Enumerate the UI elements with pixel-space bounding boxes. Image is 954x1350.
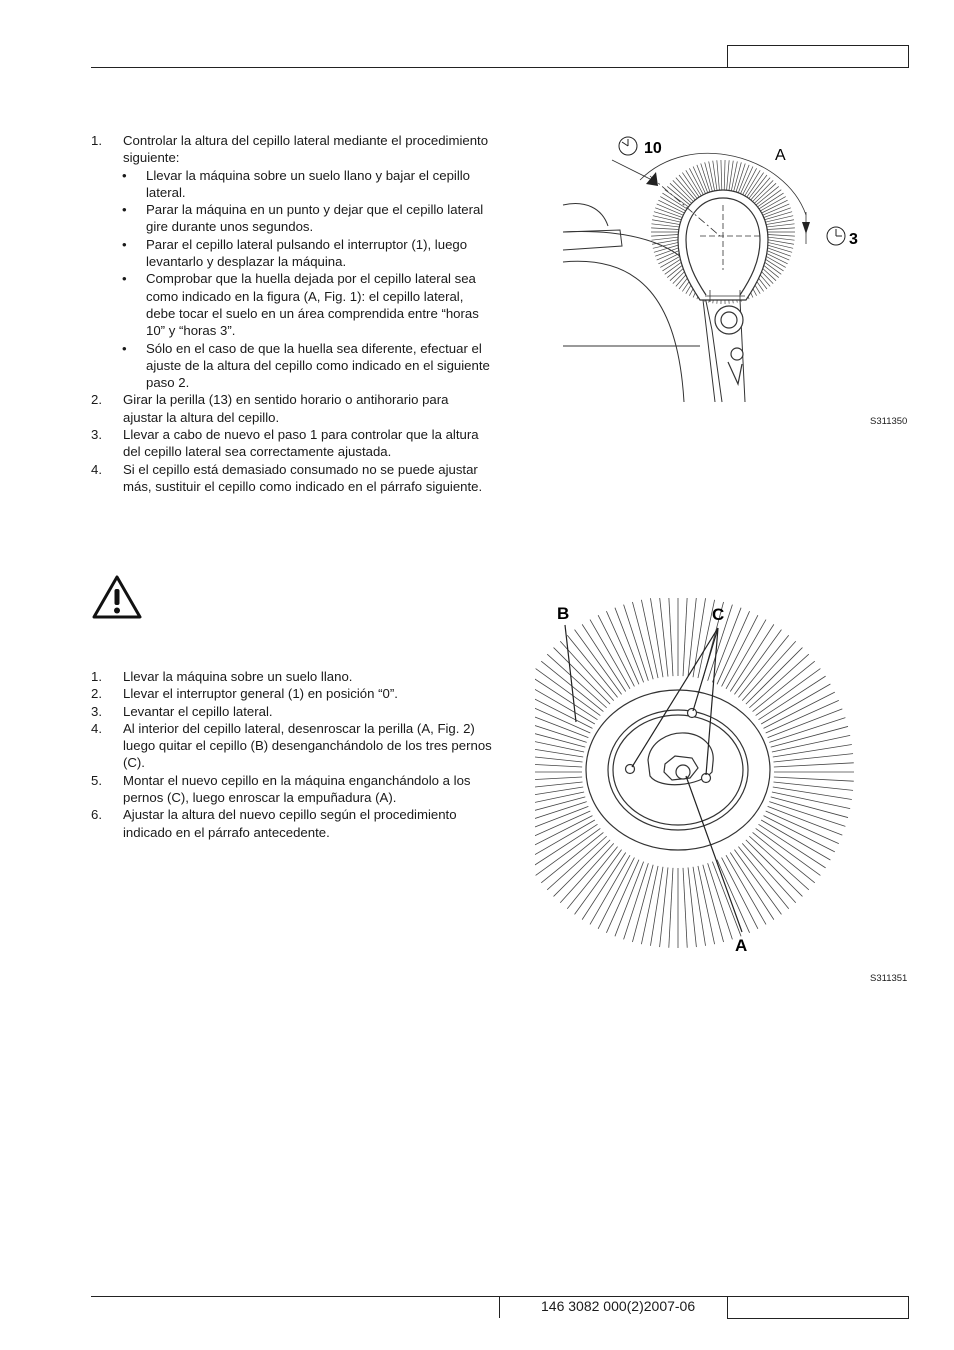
list-item <box>91 685 496 702</box>
bristle <box>598 858 634 929</box>
figure-2-code: S311351 <box>870 973 908 984</box>
bristle <box>686 170 703 197</box>
bristle <box>724 160 725 192</box>
list-item <box>91 720 496 772</box>
bullet-item <box>91 201 491 236</box>
bristle <box>774 763 854 767</box>
footer-box <box>727 1296 909 1319</box>
bristle <box>713 161 718 193</box>
bullet-text: Parar la máquina en un punto y dejar que el cepillo lateral gire durante unos segundos. <box>146 202 484 235</box>
bristle <box>560 843 614 902</box>
list-item <box>91 772 496 807</box>
label-a: A <box>775 147 786 164</box>
step-text: Llevar el interruptor general (1) en posición “0”. <box>123 686 398 702</box>
bristle <box>759 200 788 214</box>
bullet-icon: • <box>122 202 127 218</box>
bristle <box>768 806 843 835</box>
bristle <box>689 168 704 196</box>
bristle <box>683 868 687 948</box>
step-text: Controlar la altura del cepillo lateral mediante el procedimiento siguiente: <box>123 133 489 166</box>
figure-2-brush-replacement <box>535 598 910 958</box>
bullet-icon: • <box>122 340 127 356</box>
step-number: 5. <box>91 772 102 788</box>
bullet-item <box>91 236 491 271</box>
step-text: Girar la perilla (13) en sentido horario o antihorario para ajustar la altura del cepillo. <box>123 392 449 425</box>
bristle <box>535 782 583 790</box>
list-item <box>91 132 491 167</box>
bristle <box>535 797 585 818</box>
step-number: 4. <box>91 461 102 477</box>
header-box <box>727 45 909 68</box>
bristle <box>744 170 761 197</box>
list-item <box>91 806 496 841</box>
step-number: 1. <box>91 669 102 684</box>
step-text: Si el cepillo está demasiado consumado no se puede ajustar más, sustituir el cepillo como indicado en el párrafo siguiente. <box>123 461 483 494</box>
height-check-procedure <box>91 132 491 495</box>
bristle <box>766 811 839 844</box>
step-text: Levantar el cepillo lateral. <box>123 703 273 719</box>
bristle <box>615 608 644 683</box>
bristle <box>606 611 639 684</box>
bristle <box>709 161 715 192</box>
bristle <box>749 836 808 890</box>
bristle <box>535 777 582 781</box>
bullet-icon: • <box>122 167 127 183</box>
step-text: Al interior del cepillo lateral, desenroscar la perilla (A, Fig. 2) luego quitar el cepillo (B) desenganchándolo de los tres pernos (C). <box>123 720 492 771</box>
bristle <box>766 700 839 733</box>
list-item <box>91 461 491 496</box>
bristle <box>535 792 584 809</box>
bristle <box>746 840 803 897</box>
bullet-text: Comprobar que la huella dejada por el cepillo lateral sea como indicado en la figura (A, Fig. 1): el cepillo lateral, debe tocar el suelo en un área comprendida entre “horas 10” y “horas 3”. <box>146 271 479 339</box>
bristle <box>535 763 582 767</box>
bristle <box>717 160 720 192</box>
step-text: Ajustar la altura del nuevo cepillo según el procedimiento indicado en el párrafo antecedente. <box>123 807 457 840</box>
bristle <box>712 862 741 937</box>
bristle <box>554 840 611 897</box>
bristle <box>660 197 688 213</box>
bristle <box>746 648 803 705</box>
step-number: 4. <box>91 720 102 736</box>
bristle <box>730 853 774 920</box>
bristle <box>764 692 835 728</box>
step-number: 2. <box>91 392 102 408</box>
bristle <box>669 868 673 948</box>
label-3: 3 <box>849 231 858 248</box>
bristle <box>722 615 758 686</box>
label-10: 10 <box>644 140 662 157</box>
bristle <box>547 836 606 890</box>
step-number: 2. <box>91 686 102 702</box>
bristle <box>742 843 796 902</box>
bristle <box>731 161 737 192</box>
bristle <box>742 641 796 700</box>
bristle <box>764 816 835 852</box>
clock-icon <box>619 137 637 155</box>
step-number: 3. <box>91 427 102 443</box>
figure-1-brush-trace <box>560 125 910 410</box>
bristle <box>535 806 588 835</box>
bullet-text: Parar el cepillo lateral pulsando el interruptor (1), luego levantarlo y desplazar la máquina. <box>146 236 468 270</box>
step-text: Montar el nuevo cepillo en la máquina enganchándolo a los pernos (C), luego enroscar la empuñadura (A). <box>123 772 471 806</box>
bristle <box>535 754 583 762</box>
bristle <box>582 624 626 691</box>
bristle <box>729 161 734 193</box>
bullet-item <box>91 167 491 202</box>
bristle <box>758 197 786 213</box>
step-number: 6. <box>91 807 102 823</box>
brush-replacement-procedure <box>91 668 496 841</box>
bristle <box>535 709 588 738</box>
step-text: Llevar a cabo de nuevo el paso 1 para controlar que la altura del cepillo lateral sea correctamente ajustada. <box>123 427 479 460</box>
step-number: 3. <box>91 703 102 719</box>
bristle <box>722 858 758 929</box>
bristle <box>582 853 626 920</box>
label-a: A <box>735 936 748 955</box>
bullet-item <box>91 270 491 339</box>
footer-doc-number: 146 3082 000(2)2007-06 <box>541 1298 696 1314</box>
bristle <box>658 200 687 214</box>
bristle <box>768 709 843 738</box>
bullet-item <box>91 340 491 392</box>
list-item <box>91 668 496 685</box>
bristle <box>721 160 722 192</box>
footer-divider <box>499 1296 500 1318</box>
bristle <box>726 160 729 192</box>
step-text: Llevar la máquina sobre un suelo llano. <box>123 669 353 684</box>
bristle <box>717 860 750 933</box>
bristle <box>535 726 585 747</box>
bullet-icon: • <box>122 271 127 287</box>
step-number: 1. <box>91 133 102 148</box>
bristle <box>547 654 606 708</box>
list-item <box>91 426 491 461</box>
bristle <box>669 598 673 676</box>
bristle <box>606 860 639 933</box>
label-c: C <box>712 605 725 624</box>
list-item <box>91 391 491 426</box>
bristle <box>598 615 634 686</box>
list-item <box>91 703 496 720</box>
bristle <box>730 624 774 691</box>
bristle <box>759 676 826 720</box>
bullet-text: Sólo en el caso de que la huella sea diferente, efectuar el ajuste de la altura del cepillo como indicado en el siguiente paso 2. <box>146 340 490 391</box>
bristle <box>749 654 808 708</box>
bristle <box>683 598 687 676</box>
label-b: B <box>557 604 570 623</box>
bullet-text: Llevar la máquina sobre un suelo llano y bajar el cepillo lateral. <box>146 167 471 200</box>
bullet-icon: • <box>122 236 127 252</box>
clock-icon <box>827 227 845 245</box>
warning-triangle-icon <box>90 573 144 621</box>
bristle <box>535 735 584 752</box>
bristle <box>742 168 757 196</box>
bristle <box>759 824 826 868</box>
figure-1-code: S311350 <box>870 416 908 427</box>
bristle <box>774 777 854 781</box>
bristle <box>554 648 611 705</box>
bristle <box>615 862 644 937</box>
